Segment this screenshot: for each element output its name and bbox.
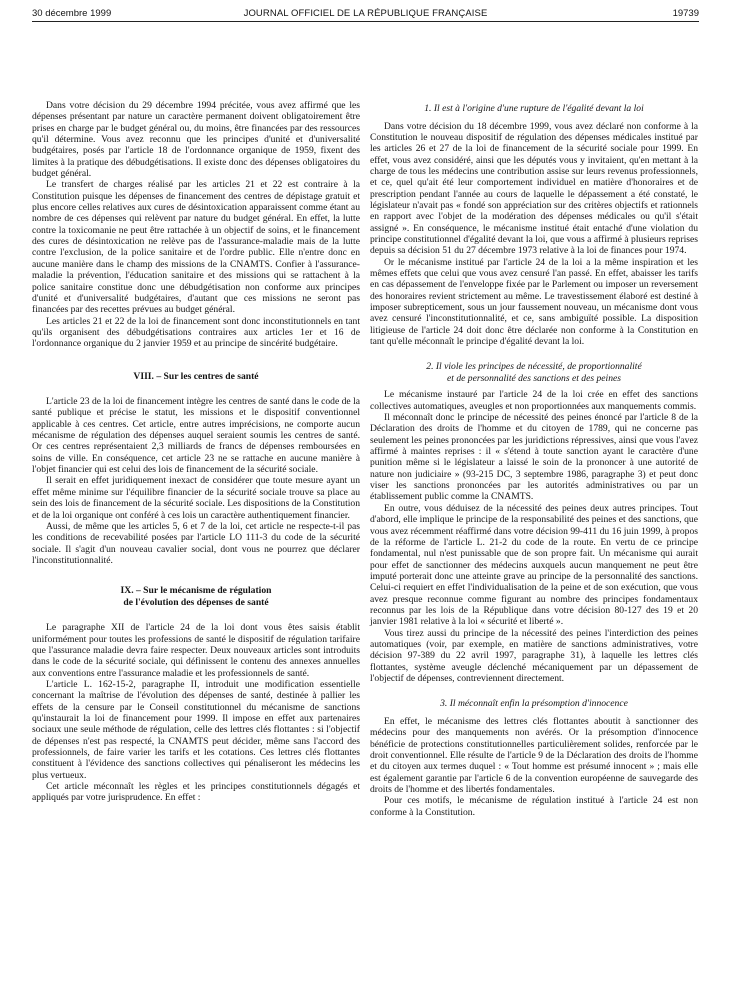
subheading-3: 3. Il méconnaît enfin la présomption d'innocence [440, 698, 628, 710]
left-column [32, 100, 360, 804]
page-header [32, 8, 699, 22]
paragraph: Cet article méconnaît les règles et les principes constitutionnels dégagés et appliqués par votre jurisprudence. En effet : [32, 781, 360, 804]
paragraph: Le transfert de charges réalisé par les articles 21 et 22 est contraire à la Constitution puisque les dépenses de financement des centres de dépistage gratuit et plus encore celles relatives aux cures de désintoxication apparaissent comme étant au nombre de ces dépenses qui relèvent par nature du budget général. En effet, la lutte contre la toxicomanie ne peut être rattachée à un objectif de soins, et le financement des cures de désintoxication ne relève pas de l'assurance-maladie mais de la lutte contre l'exclusion, de la police sanitaire et de l'ordre public. Elle n'entre donc en aucune manière dans le champ des missions de la CNAMTS. Confier à l'assurance-maladie la prévention, l'éducation sanitaire et des missions qui se rattachent à la police sanitaire constitue donc une débudgétisation non conforme aux principes d'unité et d'universalité budgétaires, d'autant que ces missions ne seront pas financées par des recettes prévues au budget général. [32, 179, 360, 316]
paragraph: L'article 23 de la loi de financement intègre les centres de santé dans le code de la santé publique et précise le statut, les missions et le dispositif conventionnel applicable à ces centres. Cet article, entre autres imprécisions, ne comporte aucun mécanisme de régulation des dépenses auquel seraient soumis les centres de santé. Or ces centres représentaient 2,3 milliards de francs de dépenses remboursées en soins de ville. En conséquence, cet article 23 ne se rattache en aucune manière à l'objet financier qui est celui des lois de financement de la sécurité sociale. [32, 396, 360, 476]
paragraph: Il méconnaît donc le principe de nécessité des peines énoncé par l'article 8 de la Déclaration des droits de l'homme et du citoyen de 1789, qui ne concerne pas seulement les peines prononcées par les juridictions répressives, ainsi que vous l'avez affirmé à maintes reprises : il « s'étend à toute sanction ayant le caractère d'une punition même si le législateur a laissé le soin de la prononcer à une autorité de nature non judiciaire » (93-215 DC, 3 septembre 1986, paragraphe 3) et peut donc viser les sanctions prononcées par les autorités administratives ou par un établissement public comme la CNAMTS. [370, 412, 698, 503]
paragraph: Le mécanisme instauré par l'article 24 de la loi crée en effet des sanctions collectives automatiques, aveugles et non proportionnées aux manquements commis. [370, 389, 698, 412]
paragraph: En outre, vous déduisez de la nécessité des peines deux autres principes. Tout d'abord, elle implique le principe de la responsabilité des peines et des sanctions, que vous avez récemment réaffirmé dans votre décision 99-411 du 16 juin 1999, à propos de la réforme de l'article L. 21-2 du code de la route. En vertu de ce principe fondamental, nul n'est punissable que de son propre fait. Un mécanisme qui aurait pour effet de sanctionner des médecins auxquels aucun manquement ne peut être imputé porterait donc une atteinte grave au principe de la personnalité des sanctions. Celui-ci requiert en effet l'individualisation de la peine et de son exécution, que vous avez presque reconnue comme figurant au nombre des principes fondamentaux reconnus par les lois de la République dans votre décision 80-127 des 19 et 20 janvier 1981 relative à la loi « sécurité et liberté ». [370, 502, 698, 628]
subheading-2-line1: 2. Il viole les principes de nécessité, de proportionnalité [426, 361, 642, 373]
right-column [370, 103, 698, 818]
section-heading-ix-line1: IX. – Sur le mécanisme de régulation [120, 585, 272, 597]
section-heading-viii: VIII. – Sur les centres de santé [133, 370, 259, 382]
header-journal-title: JOURNAL OFFICIEL DE LA RÉPUBLIQUE FRANÇAISE [243, 8, 488, 19]
paragraph: Dans votre décision du 29 décembre 1994 précitée, vous avez affirmé que les dépenses présentant par nature un caractère permanent doivent obligatoirement être prises en charge par le budget général ou, du moins, être financées par des ressources qu'il détermine. Vous avez reconnu que les principes d'unité et d'universalité budgétaires, posés par l'article 18 de l'ordonnance organique de 1959, fixent des limites à la pratique des débudgétisations. Il existe donc des dépenses obligatoires du budget général. [32, 100, 360, 180]
paragraph: En effet, le mécanisme des lettres clés flottantes aboutit à sanctionner des médecins pour des manquements non avérés. Or la présomption d'innocence bénéficie de protections constitutionnelles particulièrement solides, renforcée par le droit conventionnel. Elle résulte de l'article 9 de la Déclaration des droits de l'homme et du citoyen aux termes duquel : « Tout homme est présumé innocent » ; mais elle est également garantie par l'article 6 de la convention européenne de sauvegarde des droits de l'homme et des libertés fondamentales. [370, 715, 698, 795]
paragraph: Aussi, de même que les articles 5, 6 et 7 de la loi, cet article ne respecte-t-il pas les conditions de recevabilité posées par l'article LO 111-3 du code de la sécurité sociale. Il s'agit d'un nouveau cavalier social, dont vous ne pourrez que déclarer l'inconstitutionnalité. [32, 520, 360, 566]
section-heading-ix-line2: de l'évolution des dépenses de santé [123, 596, 269, 608]
subheading-2-line2: et de personnalité des sanctions et des peines [447, 372, 621, 384]
paragraph: Dans votre décision du 18 décembre 1999, vous avez déclaré non conforme à la Constitution le nouveau dispositif de régulation des dépenses médicales institué par les articles 26 et 27 de la loi de financement de la sécurité sociale pour 1999. En effet, vous avez considéré, ainsi que les députés vous y invitaient, qu'en mettant à la charge de tous les médecins une contribution assise sur leurs revenus professionnels, et ce, quel qu'ait été leur comportement individuel en matière d'honoraires et de prescription pendant l'année au cours de laquelle le dépassement a été constaté, le législateur n'avait pas « fondé son appréciation sur des critères objectifs et rationnels en rapport avec l'objet de la modération des dépenses médicales ou qu'il s'était assigné ». En conséquence, le mécanisme institué était entaché d'une violation du principe constitutionnel d'égalité devant la loi, que vous a affirmé à plusieurs reprises depuis sa décision 51 du 27 décembre 1973 relative à la loi de finances pour 1974. [370, 120, 698, 257]
header-page-number: 19739 [672, 8, 699, 19]
paragraph: Il serait en effet juridiquement inexact de considérer que toute mesure ayant un effet même minime sur l'équilibre financier de la sécurité sociale trouve sa place au sein des lois de financement de la sécurité sociale. Les dispositions de la Constitution et de la loi organique ont conféré à ces lois un caractère authentiquement financier. [32, 475, 360, 521]
paragraph: Les articles 21 et 22 de la loi de financement sont donc inconstitutionnels en tant qu'ils organisent des débudgétisations contraires aux articles 1er et 16 de l'ordonnance organique du 2 janvier 1959 et au principe de sincérité budgétaire. [32, 315, 360, 350]
header-date: 30 décembre 1999 [32, 8, 112, 19]
paragraph: Pour ces motifs, le mécanisme de régulation institué à l'article 24 est non conforme à la Constitution. [370, 795, 698, 818]
paragraph: Le paragraphe XII de l'article 24 de la loi dont vous êtes saisis établit uniformément pour toutes les professions de santé le dispositif de régulation tarifaire que l'assurance maladie devra faire respecter. Deux nouveaux articles sont introduits dans le code de la sécurité sociale, qui définissent le contenu des annexes annuelles aux conventions entre l'assurance maladie et les professionnels de santé. [32, 622, 360, 679]
paragraph: Or le mécanisme institué par l'article 24 de la loi a la même inspiration et les mêmes effets que celui que vous avez censuré l'an passé. En effet, abaisser les tarifs en cas dépassement de l'enveloppe fixée par le Parlement ou imposer un reversement des honoraires revient strictement au même. Le travestissement élaboré est destiné à imposer subrepticement, sous un jour faussement nouveau, un mécanisme dont vous avez censuré l'inconstitutionnalité, et ce, sans ambiguïté possible. La disposition litigieuse de l'article 24 doit donc être déclarée non conforme à la Constitution en tant qu'elle méconnaît le principe d'égalité devant la loi. [370, 256, 698, 348]
header-rule [32, 21, 699, 22]
subheading-1: 1. Il est à l'origine d'une rupture de l'égalité devant la loi [424, 103, 644, 114]
paragraph: Vous tirez aussi du principe de la nécessité des peines l'interdiction des peines automatiques (voir, par exemple, en matière de sanctions administratives, votre décision 97-389 du 22 avril 1997, paragraphe 31), à laquelle les lettres clés flottantes, système aveugle déclenché mécaniquement par un dépassement de l'objectif de dépenses, contreviennent directement. [370, 627, 698, 684]
paragraph: L'article L. 162-15-2, paragraphe II, introduit une modification essentielle concernant la maîtrise de l'évolution des dépenses de santé, destinée à pallier les effets de la censure par le Conseil constitutionnel du mécanisme de sanctions qu'instaurait la loi de financement pour 1999. Il impose en effet aux partenaires sociaux une seule méthode de régulation, celle des lettres clés flottantes : si l'objectif de dépenses n'est pas respecté, la CNAMTS peut décider, même sans l'accord des professionnels, de faire varier les tarifs et les cotations. Ces lettres clés flottantes constituent à l'évidence des sanctions collectives qui pénaliseront les médecins les plus vertueux. [32, 678, 360, 781]
